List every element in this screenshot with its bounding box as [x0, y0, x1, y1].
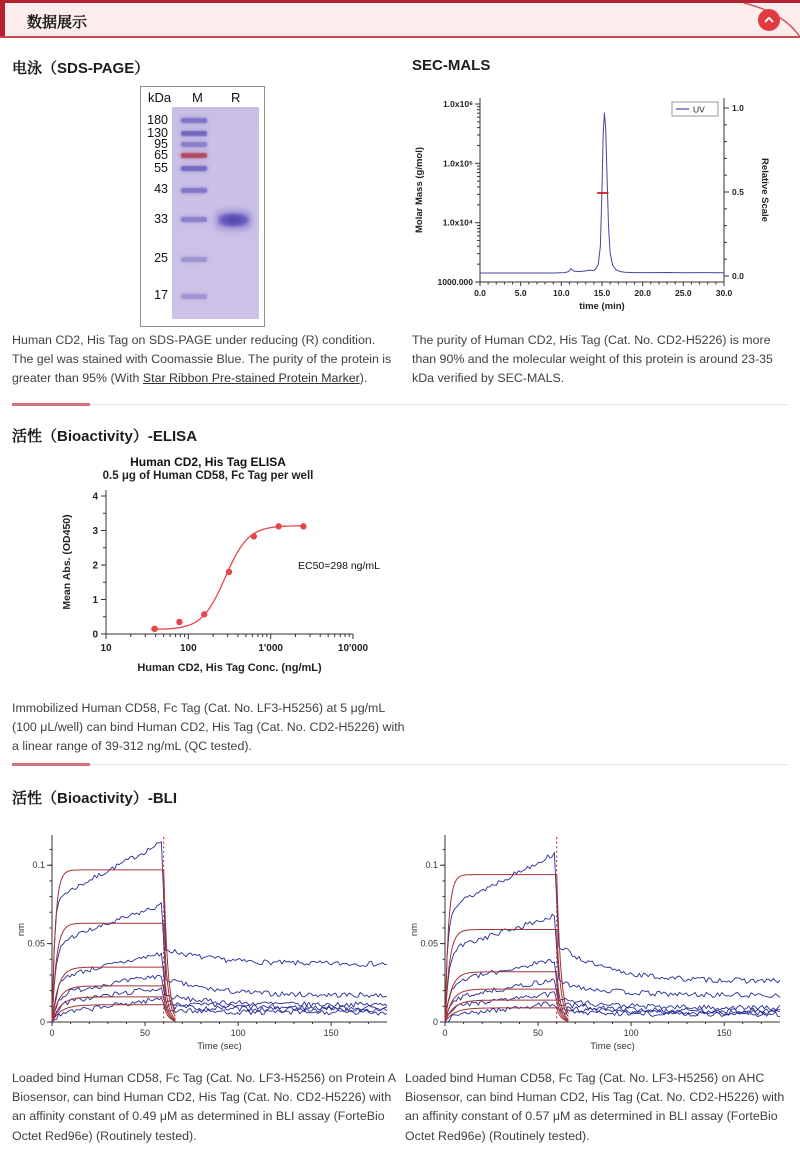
section-header	[0, 0, 800, 38]
svg-text:0: 0	[92, 629, 98, 641]
svg-text:30.0: 30.0	[715, 288, 733, 298]
bli-heading: 活性（Bioactivity）-BLI	[12, 790, 178, 807]
bli-chart-ahc	[405, 827, 788, 1062]
svg-text:150: 150	[716, 1028, 732, 1038]
sds-page-caption	[12, 331, 396, 389]
sec-mals-chart-svg	[408, 84, 793, 334]
svg-text:50: 50	[533, 1028, 544, 1038]
svg-text:1'000: 1'000	[258, 643, 283, 654]
svg-text:10.0: 10.0	[553, 288, 570, 298]
svg-text:4: 4	[92, 491, 98, 503]
bli-ahc-caption: Loaded bind Human CD58, Fc Tag (Cat. No. LF3-H5256) on AHC Biosensor, can bind Human CD2, His Tag (Cat. No. CD2-H5226) with an affinity constant of 0.57 μM as determined in BLI assay (ForteBio Octet Red96e) (Routinely tested).	[405, 1071, 785, 1143]
svg-text:0: 0	[49, 1028, 55, 1038]
svg-text:3: 3	[92, 526, 98, 537]
svg-text:1.0: 1.0	[732, 103, 744, 113]
bli-protein-a-caption: Loaded bind Human CD58, Fc Tag (Cat. No. LF3-H5256) on Protein A Biosensor, can bind Human CD2, His Tag (Cat. No. CD2-H5226) with an affinity constant of 0.49 μM as determined in BLI assay (ForteBio Octet Red96e) (Routinely tested).	[12, 1071, 396, 1143]
svg-text:100: 100	[179, 643, 197, 654]
sec-mals-caption: The purity of Human CD2, His Tag (Cat. No. CD2-H5226) is more than 90% and the molecular weight of this protein is around 23-35 kDa verified by SEC-MALS.	[412, 333, 773, 386]
svg-text:1.0x10⁶: 1.0x10⁶	[443, 99, 473, 109]
svg-text:5.0: 5.0	[514, 288, 527, 298]
svg-text:0.05: 0.05	[420, 938, 438, 949]
elisa-heading: 活性（Bioactivity）-ELISA	[12, 428, 198, 445]
gel-lane-r-label: R	[231, 90, 241, 105]
svg-text:0.1: 0.1	[425, 860, 438, 871]
gel-lane-m-label: M	[192, 90, 203, 105]
gel-ladder-labels: 180 130 95 65 55 43 33 25 17	[147, 112, 168, 303]
svg-text:Time (sec): Time (sec)	[590, 1041, 635, 1052]
svg-text:1000.000: 1000.000	[437, 277, 473, 287]
svg-text:10: 10	[100, 643, 112, 654]
svg-text:0.1: 0.1	[32, 860, 45, 871]
chevron-up-icon	[762, 13, 776, 27]
svg-text:2: 2	[92, 560, 98, 572]
svg-text:0: 0	[432, 1017, 438, 1027]
svg-text:100: 100	[623, 1028, 639, 1038]
section-divider	[12, 404, 788, 405]
bli-chart-protein-a	[12, 827, 395, 1062]
caption-text: ).	[359, 371, 368, 386]
elisa-chart-title: Human CD2, His Tag ELISA	[130, 455, 286, 469]
page-title: 数据展示	[27, 14, 88, 31]
svg-text:1.0x10⁵: 1.0x10⁵	[443, 158, 473, 169]
svg-text:Mean Abs. (OD450): Mean Abs. (OD450)	[61, 514, 73, 610]
protein-marker-link[interactable]: Star Ribbon Pre-stained Protein Marker	[142, 371, 360, 386]
elisa-caption: Immobilized Human CD58, Fc Tag (Cat. No. LF3-H5256) at 5 μg/mL (100 μL/well) can bind Human CD2, His Tag (Cat. No. CD2-H5226) with a linear range of 39-312 ng/mL (QC tested).	[12, 701, 405, 754]
gel-area	[172, 107, 259, 319]
svg-text:20.0: 20.0	[634, 288, 651, 298]
svg-text:10'000: 10'000	[337, 643, 369, 654]
header-accent-stripe	[0, 3, 5, 36]
sec-mals-heading: SEC-MALS	[412, 57, 491, 74]
svg-text:0.0: 0.0	[732, 271, 744, 281]
svg-text:50: 50	[140, 1028, 151, 1038]
divider-accent	[12, 403, 90, 406]
svg-text:nm: nm	[409, 922, 420, 937]
svg-text:0.05: 0.05	[27, 938, 45, 949]
bli-ahc-svg	[405, 827, 788, 1062]
svg-text:1: 1	[92, 595, 98, 606]
sds-page-heading: 电泳（SDS-PAGE）	[12, 60, 150, 77]
svg-text:0: 0	[442, 1028, 448, 1038]
elisa-chart-svg	[58, 482, 408, 692]
elisa-chart	[58, 455, 408, 692]
section-divider	[12, 764, 788, 765]
caption-text: Human CD2, His Tag on SDS-PAGE under reducing (R) condition. The gel was stained with Coomassie Blue. The purity of the protein is greater than 95% (With	[12, 333, 392, 386]
sds-page-gel-figure	[140, 86, 265, 327]
divider-accent	[12, 763, 90, 766]
svg-text:150: 150	[323, 1028, 339, 1038]
svg-text:EC50=298 ng/mL: EC50=298 ng/mL	[298, 560, 381, 572]
svg-text:nm: nm	[16, 922, 27, 937]
svg-text:100: 100	[230, 1028, 246, 1038]
svg-text:Molar Mass (g/mol): Molar Mass (g/mol)	[414, 146, 425, 234]
svg-text:Time (sec): Time (sec)	[197, 1041, 242, 1052]
elisa-chart-subtitle: 0.5 μg of Human CD58, Fc Tag per well	[102, 470, 314, 482]
svg-text:0.5: 0.5	[732, 187, 744, 197]
svg-text:15.0: 15.0	[593, 288, 611, 298]
gel-unit-label: kDa	[148, 90, 172, 105]
svg-text:Relative Scale: Relative Scale	[759, 158, 770, 222]
svg-text:1.0x10⁴: 1.0x10⁴	[442, 217, 473, 228]
back-to-top-button[interactable]	[758, 9, 780, 31]
svg-text:25.0: 25.0	[675, 288, 692, 298]
svg-text:UV: UV	[693, 104, 705, 115]
svg-text:0: 0	[39, 1017, 45, 1027]
sec-mals-chart	[408, 84, 793, 334]
bli-protein-a-svg	[12, 827, 395, 1062]
svg-text:Human CD2, His Tag Conc. (ng/m: Human CD2, His Tag Conc. (ng/mL)	[137, 662, 322, 674]
svg-text:time (min): time (min)	[579, 301, 625, 312]
svg-text:0.0: 0.0	[474, 288, 486, 298]
